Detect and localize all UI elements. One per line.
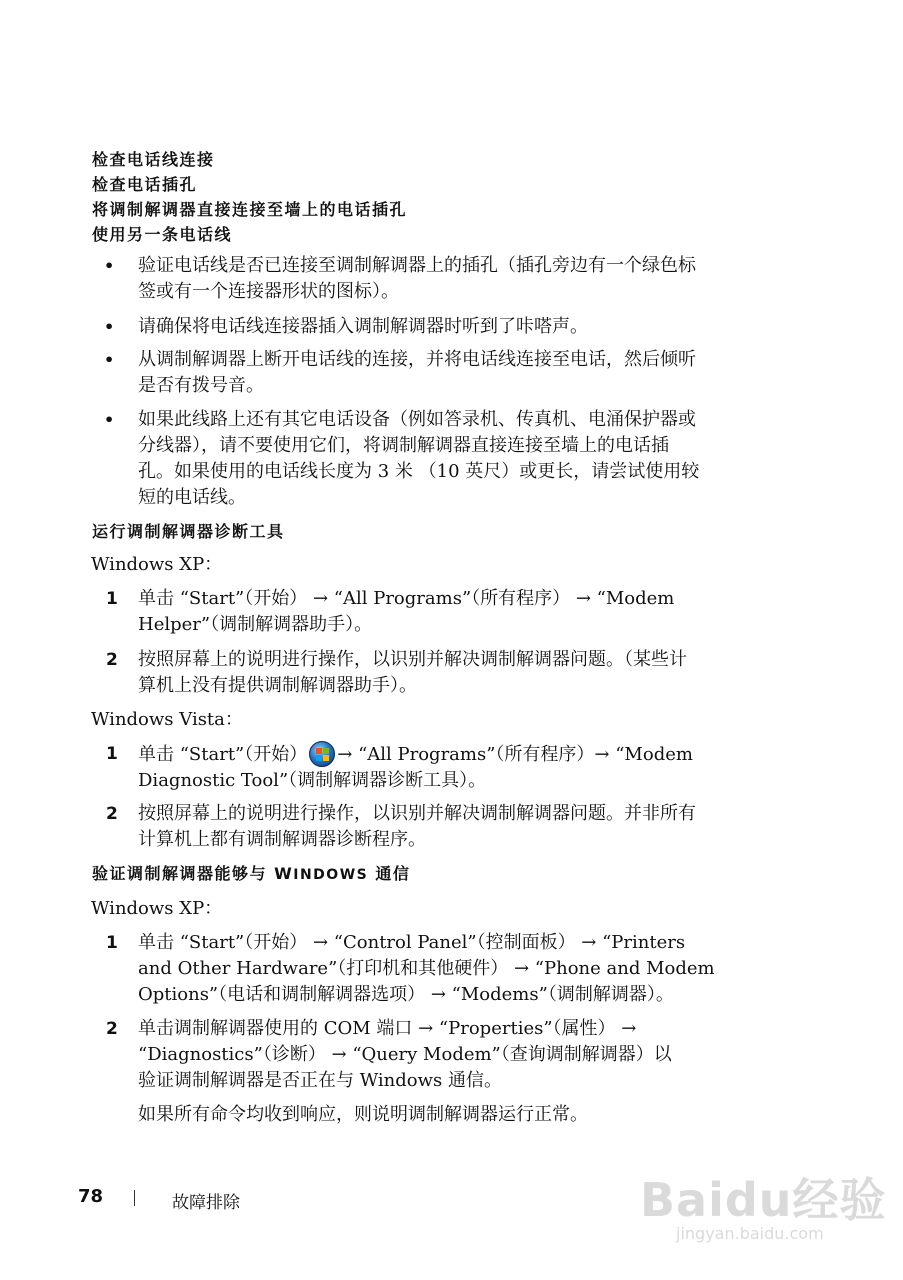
step-line: 按照屏幕上的说明进行操作，以识别并解决调制解调器问题。并非所有 xyxy=(138,803,696,824)
step-line: Options”（电话和调制解调器选项） → “Modems”（调制解调器）。 xyxy=(138,984,674,1005)
heading-check-phone-line: 检查电话线连接 xyxy=(92,150,215,169)
os-label-xp: Windows XP： xyxy=(91,898,223,919)
bullet-line: 签或有一个连接器形状的图标）。 xyxy=(138,281,399,302)
step-line: 计算机上都有调制解调器诊断程序。 xyxy=(138,829,426,850)
step-line-part: → “All Programs”（所有程序）→ “Modem xyxy=(337,744,693,765)
os-label-vista: Windows Vista： xyxy=(91,709,243,730)
heading-part: INDOWS xyxy=(293,867,369,883)
bullet-line: 是否有拨号音。 xyxy=(138,375,264,396)
step-line: “Diagnostics”（诊断） → “Query Modem”（查询调制解调器）以 xyxy=(138,1044,672,1065)
step-line: 单击 “Start”（开始） → “All Programs”（所有程序） → “Modem xyxy=(138,588,675,609)
heading-part: 通信 xyxy=(375,864,411,883)
watermark-url: jingyan.baidu.com xyxy=(676,1224,824,1243)
heading-verify-modem-windows xyxy=(92,862,410,887)
bullet-marker: • xyxy=(104,256,115,275)
bullet-marker: • xyxy=(104,350,115,369)
bullet-line: 从调制解调器上断开电话线的连接，并将电话线连接至电话，然后倾听 xyxy=(138,349,696,370)
heading-connect-wall-jack: 将调制解调器直接连接至墙上的电话插孔 xyxy=(92,200,408,219)
step-number: 1 xyxy=(106,589,118,609)
step-line: 算机上没有提供调制解调器助手）。 xyxy=(138,675,417,696)
bullet-item xyxy=(138,314,588,340)
step-line: 单击调制解调器使用的 COM 端口 → “Properties”（属性） → xyxy=(138,1018,637,1039)
step-number: 1 xyxy=(106,744,118,764)
page-number: 78 xyxy=(78,1186,104,1207)
step-line: 验证调制解调器是否正在与 Windows 通信。 xyxy=(138,1070,502,1091)
step-text xyxy=(138,586,674,638)
step-line: and Other Hardware”（打印机和其他硬件） → “Phone and Modem xyxy=(138,958,715,979)
bullet-line: 请确保将电话线连接器插入调制解调器时听到了咔嗒声。 xyxy=(138,316,588,337)
result-note: 如果所有命令均收到响应，则说明调制解调器运行正常。 xyxy=(138,1104,588,1125)
step-line: 单击 “Start”（开始） → “Control Panel”（控制面板） → “Printers xyxy=(138,932,686,953)
step-text xyxy=(138,930,715,1008)
baidu-watermark xyxy=(640,1140,890,1250)
bullet-line: 孔。如果使用的电话线长度为 3 米 （10 英尺）或更长，请尝试使用较 xyxy=(138,461,700,482)
heading-run-diagnostics: 运行调制解调器诊断工具 xyxy=(92,522,285,541)
step-number: 2 xyxy=(106,804,118,824)
windows-vista-start-orb-icon xyxy=(309,741,335,767)
footer-divider xyxy=(134,1190,135,1206)
step-number: 2 xyxy=(106,1019,118,1039)
step-line: Diagnostic Tool”（调制解调器诊断工具）。 xyxy=(138,770,487,791)
heading-part: W xyxy=(274,864,294,883)
bullet-marker: • xyxy=(104,317,115,336)
bullet-item xyxy=(138,347,696,399)
bullet-line: 验证电话线是否已连接至调制解调器上的插孔（插孔旁边有一个绿色标 xyxy=(138,255,696,276)
step-text xyxy=(138,647,687,699)
step-line: 按照屏幕上的说明进行操作，以识别并解决调制解调器问题。（某些计 xyxy=(138,649,687,670)
step-line xyxy=(138,741,693,768)
bullet-marker: • xyxy=(104,410,115,429)
heading-use-another-line: 使用另一条电话线 xyxy=(92,225,233,244)
os-label-xp: Windows XP： xyxy=(91,554,223,575)
heading-part: 验证调制解调器能够与 xyxy=(92,864,268,883)
step-line: Helper”（调制解调器助手）。 xyxy=(138,614,373,635)
step-line-part: 单击 “Start”（开始） xyxy=(138,744,308,765)
heading-check-jack: 检查电话插孔 xyxy=(92,175,198,194)
bullet-item xyxy=(138,407,699,511)
bullet-item xyxy=(138,253,696,305)
bullet-line: 短的电话线。 xyxy=(138,487,246,508)
bullet-line: 如果此线路上还有其它电话设备（例如答录机、传真机、电涌保护器或 xyxy=(138,409,696,430)
step-text xyxy=(138,1016,672,1094)
step-number: 2 xyxy=(106,650,118,670)
watermark-logo-text: Baidu经验 xyxy=(640,1173,887,1227)
step-text xyxy=(138,741,693,794)
step-number: 1 xyxy=(106,933,118,953)
step-text xyxy=(138,801,696,853)
bullet-line: 分线器），请不要使用它们，将调制解调器直接连接至墙上的电话插 xyxy=(138,435,669,456)
footer-section-title: 故障排除 xyxy=(172,1193,240,1213)
